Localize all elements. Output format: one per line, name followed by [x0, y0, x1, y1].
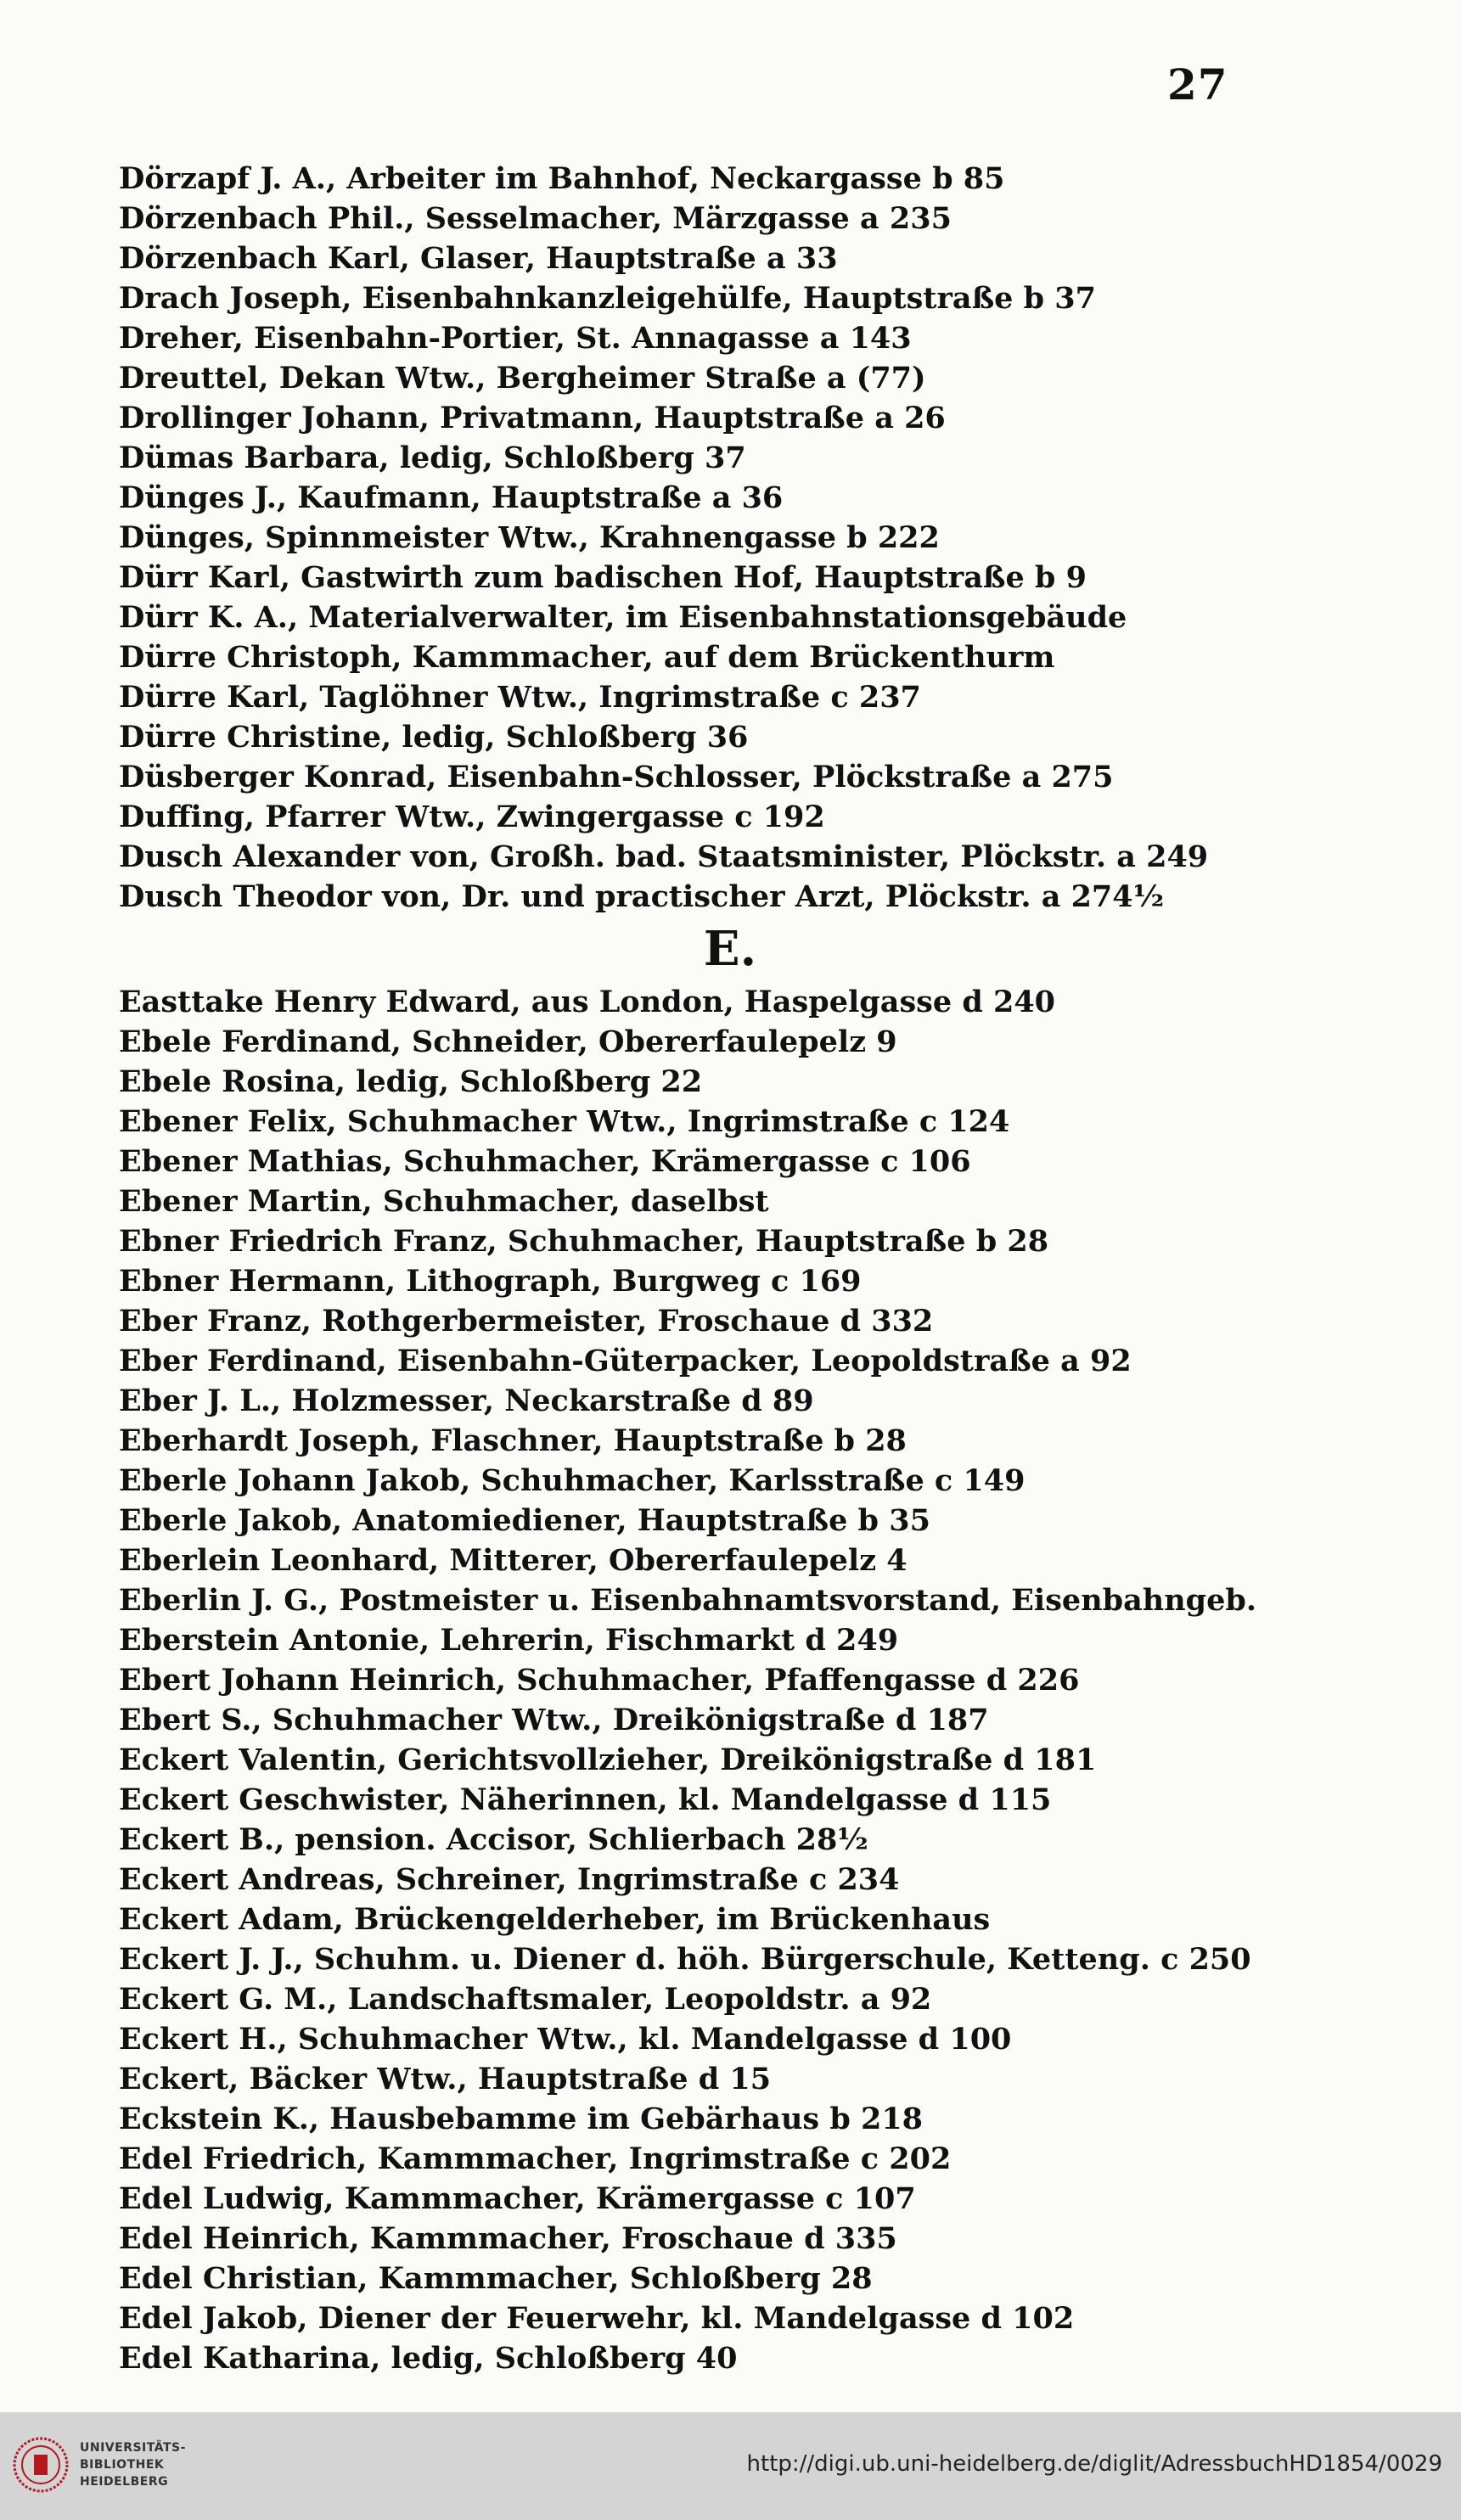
- directory-entry: Edel Heinrich, Kammmacher, Froschaue d 335: [119, 2221, 897, 2256]
- directory-entry: Eckert Valentin, Gerichtsvollzieher, Dreikönigstraße d 181: [119, 1743, 1097, 1777]
- directory-entry: Dürr K. A., Materialverwalter, im Eisenbahnstationsgebäude: [119, 600, 1127, 635]
- directory-entry: Ebener Martin, Schuhmacher, daselbst: [119, 1184, 769, 1219]
- directory-entry: Dusch Theodor von, Dr. und practischer Arzt, Plöckstr. a 274½: [119, 879, 1165, 914]
- directory-entry: Dünges J., Kaufmann, Hauptstraße a 36: [119, 480, 784, 515]
- directory-entry: Dümas Barbara, ledig, Schloßberg 37: [119, 441, 746, 475]
- directory-entry: Ebert S., Schuhmacher Wtw., Dreikönigstraße d 187: [119, 1703, 989, 1737]
- directory-entry: Ebele Rosina, ledig, Schloßberg 22: [119, 1064, 703, 1099]
- directory-entry: Eckert J. J., Schuhm. u. Diener d. höh. Bürgerschule, Ketteng. c 250: [119, 1942, 1251, 1977]
- directory-entry: Drach Joseph, Eisenbahnkanzleigehülfe, Hauptstraße b 37: [119, 281, 1096, 316]
- directory-entry: Ebele Ferdinand, Schneider, Obererfaulepelz 9: [119, 1024, 897, 1059]
- directory-entry: Düsberger Konrad, Eisenbahn-Schlosser, Plöckstraße a 275: [119, 760, 1114, 794]
- directory-entry: Ebert Johann Heinrich, Schuhmacher, Pfaffengasse d 226: [119, 1663, 1080, 1698]
- directory-entry: Eckert Adam, Brückengelderheber, im Brückenhaus: [119, 1902, 991, 1937]
- directory-entry: Edel Christian, Kammmacher, Schloßberg 28: [119, 2261, 873, 2296]
- directory-entry: Eber Franz, Rothgerbermeister, Froschaue d 332: [119, 1304, 934, 1339]
- directory-entry: Edel Jakob, Diener der Feuerwehr, kl. Mandelgasse d 102: [119, 2301, 1075, 2336]
- directory-entries: [119, 159, 1307, 2378]
- directory-entry: Eberhardt Joseph, Flaschner, Hauptstraße b 28: [119, 1423, 907, 1458]
- directory-entry: Eckert G. M., Landschaftsmaler, Leopoldstr. a 92: [119, 1982, 932, 2017]
- directory-entry: Eckert B., pension. Accisor, Schlierbach 28½: [119, 1822, 868, 1857]
- directory-entry: Eber J. L., Holzmesser, Neckarstraße d 89: [119, 1383, 814, 1418]
- directory-entry: Dürr Karl, Gastwirth zum badischen Hof, Hauptstraße b 9: [119, 560, 1087, 595]
- library-name: [80, 2439, 186, 2490]
- directory-entry: Ebener Felix, Schuhmacher Wtw., Ingrimstraße c 124: [119, 1104, 1010, 1139]
- directory-entry: Ebener Mathias, Schuhmacher, Krämergasse c 106: [119, 1144, 971, 1179]
- directory-entry: Dürre Christoph, Kammmacher, auf dem Brückenthurm: [119, 640, 1055, 675]
- directory-entry: Dreuttel, Dekan Wtw., Bergheimer Straße a (77): [119, 361, 926, 396]
- directory-entry: Eckert H., Schuhmacher Wtw., kl. Mandelgasse d 100: [119, 2022, 1012, 2057]
- directory-entry: Eckert Andreas, Schreiner, Ingrimstraße c 234: [119, 1862, 900, 1897]
- directory-entry: Eckert, Bäcker Wtw., Hauptstraße d 15: [119, 2062, 772, 2096]
- library-name-line: HEIDELBERG: [80, 2475, 169, 2489]
- directory-entry: Dusch Alexander von, Großh. bad. Staatsminister, Plöckstr. a 249: [119, 839, 1209, 874]
- directory-entry: Dünges, Spinnmeister Wtw., Krahnengasse b 222: [119, 520, 940, 555]
- directory-entry: Eberlein Leonhard, Mitterer, Obererfaulepelz 4: [119, 1543, 908, 1578]
- page-number: 27: [1167, 59, 1228, 109]
- directory-entry: Dörzapf J. A., Arbeiter im Bahnhof, Neckargasse b 85: [119, 161, 1005, 196]
- directory-entry: Drollinger Johann, Privatmann, Hauptstraße a 26: [119, 401, 946, 435]
- library-logo[interactable]: [12, 2433, 190, 2500]
- seal-icon: [12, 2436, 70, 2494]
- directory-entry: Edel Ludwig, Kammmacher, Krämergasse c 107: [119, 2181, 916, 2216]
- directory-entry: Eckert Geschwister, Näherinnen, kl. Mandelgasse d 115: [119, 1782, 1052, 1817]
- directory-entry: Eckstein K., Hausbebamme im Gebärhaus b 218: [119, 2102, 924, 2136]
- directory-entry: Eberle Jakob, Anatomiediener, Hauptstraße b 35: [119, 1503, 930, 1538]
- directory-entry: Dürre Christine, ledig, Schloßberg 36: [119, 720, 749, 755]
- directory-entry: Eberstein Antonie, Lehrerin, Fischmarkt d 249: [119, 1623, 899, 1658]
- section-letter-heading: E.: [703, 921, 757, 977]
- source-url-link[interactable]: http://digi.ub.uni-heidelberg.de/diglit/AdressbuchHD1854/0029: [746, 2451, 1442, 2477]
- directory-entry: Duffing, Pfarrer Wtw., Zwingergasse c 192: [119, 800, 825, 834]
- directory-entry: Dörzenbach Phil., Sesselmacher, Märzgasse a 235: [119, 201, 952, 236]
- directory-entry: Dreher, Eisenbahn-Portier, St. Annagasse a 143: [119, 321, 912, 356]
- directory-entry: Eberlin J. G., Postmeister u. Eisenbahnamtsvorstand, Eisenbahngeb.: [119, 1583, 1257, 1618]
- library-name-line: BIBLIOTHEK: [80, 2458, 165, 2472]
- directory-entry: Edel Katharina, ledig, Schloßberg 40: [119, 2341, 738, 2376]
- directory-entry: Eber Ferdinand, Eisenbahn-Güterpacker, Leopoldstraße a 92: [119, 1344, 1132, 1378]
- directory-entry: Dürre Karl, Taglöhner Wtw., Ingrimstraße c 237: [119, 680, 921, 715]
- directory-entry: Eberle Johann Jakob, Schuhmacher, Karlsstraße c 149: [119, 1463, 1026, 1498]
- directory-entry: Ebner Hermann, Lithograph, Burgweg c 169: [119, 1264, 862, 1299]
- library-name-line: UNIVERSITÄTS-: [80, 2441, 186, 2455]
- directory-entry: Dörzenbach Karl, Glaser, Hauptstraße a 33: [119, 241, 838, 276]
- directory-entry: Edel Friedrich, Kammmacher, Ingrimstraße c 202: [119, 2141, 952, 2176]
- digitization-footer: [0, 2412, 1461, 2520]
- directory-entry: Easttake Henry Edward, aus London, Haspelgasse d 240: [119, 985, 1056, 1019]
- directory-entry: Ebner Friedrich Franz, Schuhmacher, Hauptstraße b 28: [119, 1224, 1049, 1259]
